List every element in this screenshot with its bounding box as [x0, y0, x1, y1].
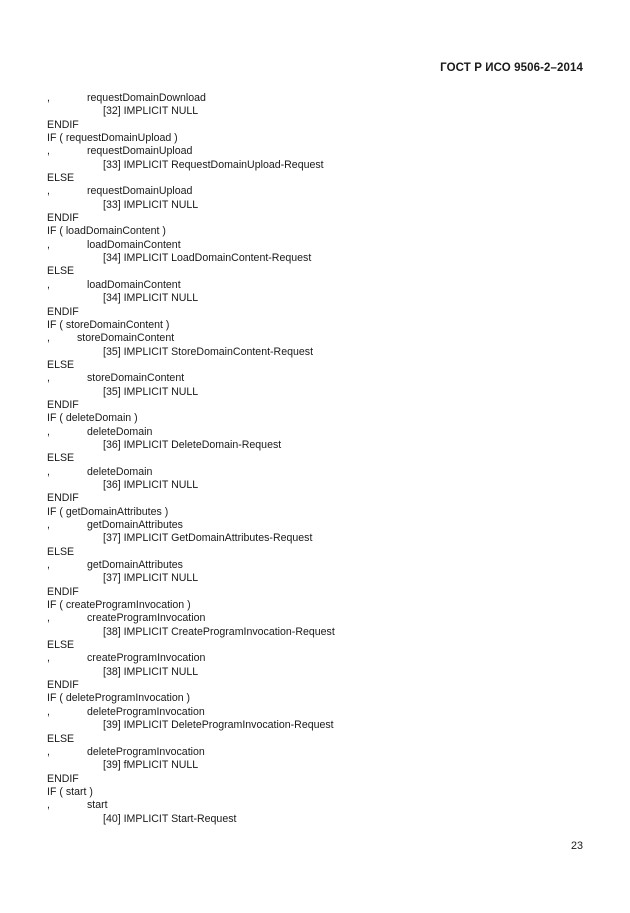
code-line: [47, 132, 587, 145]
code-line: [47, 386, 587, 399]
code-line: [47, 773, 587, 786]
code-line-text: requestDomainUpload: [87, 185, 193, 198]
code-line-text: ELSE: [47, 545, 75, 558]
code-line: [47, 439, 587, 452]
code-line: [47, 786, 587, 799]
code-line: [47, 679, 587, 692]
code-line-text: ENDIF: [47, 118, 79, 131]
code-line-text: ELSE: [47, 358, 75, 371]
page-number: 23: [570, 840, 583, 852]
code-line: [47, 452, 587, 465]
code-line: [47, 159, 587, 172]
code-line-comma: ,: [47, 652, 50, 665]
code-line-comma: ,: [47, 332, 50, 345]
code-line: [47, 212, 587, 225]
code-line: [47, 359, 587, 372]
code-line: [47, 519, 587, 532]
code-line-text: start: [87, 799, 108, 812]
code-line-text: [35] IMPLICIT NULL: [103, 385, 199, 398]
code-line: [47, 105, 587, 118]
code-line: [47, 626, 587, 639]
code-line: [47, 466, 587, 479]
code-line-text: [37] IMPLICIT NULL: [103, 572, 199, 585]
code-line-text: IF ( deleteDomain ): [47, 412, 138, 425]
code-line-text: [40] IMPLICIT Start-Request: [103, 812, 237, 825]
code-line-text: loadDomainContent: [87, 238, 181, 251]
code-line-text: [38] IMPLICIT CreateProgramInvocation-Request: [103, 625, 335, 638]
code-line-text: loadDomainContent: [87, 278, 181, 291]
code-line-text: createProgramInvocation: [87, 652, 206, 665]
code-line-comma: ,: [47, 519, 50, 531]
code-line-comma: ,: [47, 238, 50, 251]
code-line: [47, 372, 587, 385]
code-line-text: getDomainAttributes: [87, 559, 183, 572]
code-line: [47, 292, 587, 305]
code-line-comma: ,: [47, 278, 50, 291]
code-line-text: requestDomainDownload: [87, 92, 206, 104]
code-line-text: ENDIF: [47, 772, 79, 785]
code-line-comma: ,: [47, 745, 50, 758]
code-line: [47, 306, 587, 319]
code-line-text: IF ( deleteProgramInvocation ): [47, 692, 191, 705]
code-line: [47, 426, 587, 439]
code-line-text: [34] IMPLICIT LoadDomainContent-Request: [103, 252, 312, 265]
code-line: [47, 612, 587, 625]
code-line: [47, 532, 587, 545]
code-line-text: deleteProgramInvocation: [87, 705, 205, 718]
code-line: [47, 506, 587, 519]
code-line-comma: ,: [47, 145, 50, 158]
code-line: [47, 733, 587, 746]
code-line: [47, 746, 587, 759]
code-line: [47, 572, 587, 585]
code-line-text: IF ( start ): [47, 785, 93, 798]
code-line: [47, 399, 587, 412]
code-line-text: ENDIF: [47, 398, 79, 411]
code-line-text: ENDIF: [47, 305, 79, 318]
code-line: [47, 145, 587, 158]
code-line-text: [38] IMPLICIT NULL: [103, 665, 199, 678]
code-line-text: createProgramInvocation: [87, 612, 206, 625]
code-line: [47, 119, 587, 132]
code-line-text: [34] IMPLICIT NULL: [103, 292, 199, 305]
code-line-text: IF ( requestDomainUpload ): [47, 132, 178, 145]
code-line-text: IF ( getDomainAttributes ): [47, 505, 169, 518]
code-line: [47, 279, 587, 292]
code-line: [47, 586, 587, 599]
code-line: [47, 332, 587, 345]
code-line: [47, 265, 587, 278]
code-line: [47, 225, 587, 238]
code-line-comma: ,: [47, 559, 50, 572]
code-line-text: deleteDomain: [87, 465, 153, 478]
code-line: [47, 759, 587, 772]
code-line: [47, 719, 587, 732]
code-line-text: ENDIF: [47, 679, 79, 692]
code-line-text: getDomainAttributes: [87, 519, 183, 531]
code-line: [47, 172, 587, 185]
code-line-comma: ,: [47, 425, 50, 438]
code-line: [47, 185, 587, 198]
code-line-text: [33] IMPLICIT NULL: [103, 198, 199, 211]
code-line: [47, 92, 587, 105]
code-line: [47, 692, 587, 705]
code-line-text: ELSE: [47, 732, 75, 745]
code-line: [47, 412, 587, 425]
code-line-text: [32] IMPLICIT NULL: [103, 105, 199, 118]
code-line-text: ENDIF: [47, 585, 79, 598]
code-line: [47, 652, 587, 665]
code-line: [47, 599, 587, 612]
code-line: [47, 639, 587, 652]
code-line-text: IF ( storeDomainContent ): [47, 318, 170, 331]
code-line: [47, 706, 587, 719]
code-line-text: [37] IMPLICIT GetDomainAttributes-Request: [103, 532, 313, 545]
code-line-text: [33] IMPLICIT RequestDomainUpload-Request: [103, 158, 324, 171]
code-line-comma: ,: [47, 612, 50, 625]
code-line: [47, 239, 587, 252]
code-line-comma: ,: [47, 799, 50, 812]
code-line-text: ELSE: [47, 172, 75, 185]
code-line-text: requestDomainUpload: [87, 145, 193, 158]
code-line-text: ELSE: [47, 452, 75, 465]
code-line-text: [36] IMPLICIT DeleteDomain-Request: [103, 438, 282, 451]
code-line-text: ENDIF: [47, 212, 79, 225]
code-line-text: IF ( createProgramInvocation ): [47, 599, 191, 612]
code-line: [47, 813, 587, 826]
code-line-text: deleteProgramInvocation: [87, 745, 205, 758]
code-line: [47, 479, 587, 492]
code-line-text: [39] fMPLICIT NULL: [103, 759, 199, 772]
code-line-text: [35] IMPLICIT StoreDomainContent-Request: [103, 345, 314, 358]
code-line: [47, 199, 587, 212]
code-line-text: storeDomainContent: [87, 372, 185, 385]
code-line-comma: ,: [47, 372, 50, 385]
code-line-text: ENDIF: [47, 492, 79, 505]
code-line-comma: ,: [47, 92, 50, 104]
code-line-text: ELSE: [47, 265, 75, 278]
code-line-comma: ,: [47, 705, 50, 718]
code-line: [47, 252, 587, 265]
document-code-header: ГОСТ Р ИСО 9506-2–2014: [440, 62, 583, 74]
code-line-text: [39] IMPLICIT DeleteProgramInvocation-Request: [103, 719, 334, 732]
asn1-code-block: [47, 92, 587, 826]
code-line-text: deleteDomain: [87, 425, 153, 438]
code-line-text: ELSE: [47, 639, 75, 652]
code-line: [47, 492, 587, 505]
code-line-text: IF ( loadDomainContent ): [47, 225, 166, 238]
code-line: [47, 799, 587, 812]
code-line: [47, 546, 587, 559]
code-line-text: storeDomainContent: [77, 332, 175, 345]
code-line: [47, 319, 587, 332]
code-line-comma: ,: [47, 185, 50, 198]
code-line-comma: ,: [47, 465, 50, 478]
code-line: [47, 559, 587, 572]
code-line: [47, 666, 587, 679]
code-line-text: [36] IMPLICIT NULL: [103, 478, 199, 491]
code-line: [47, 346, 587, 359]
